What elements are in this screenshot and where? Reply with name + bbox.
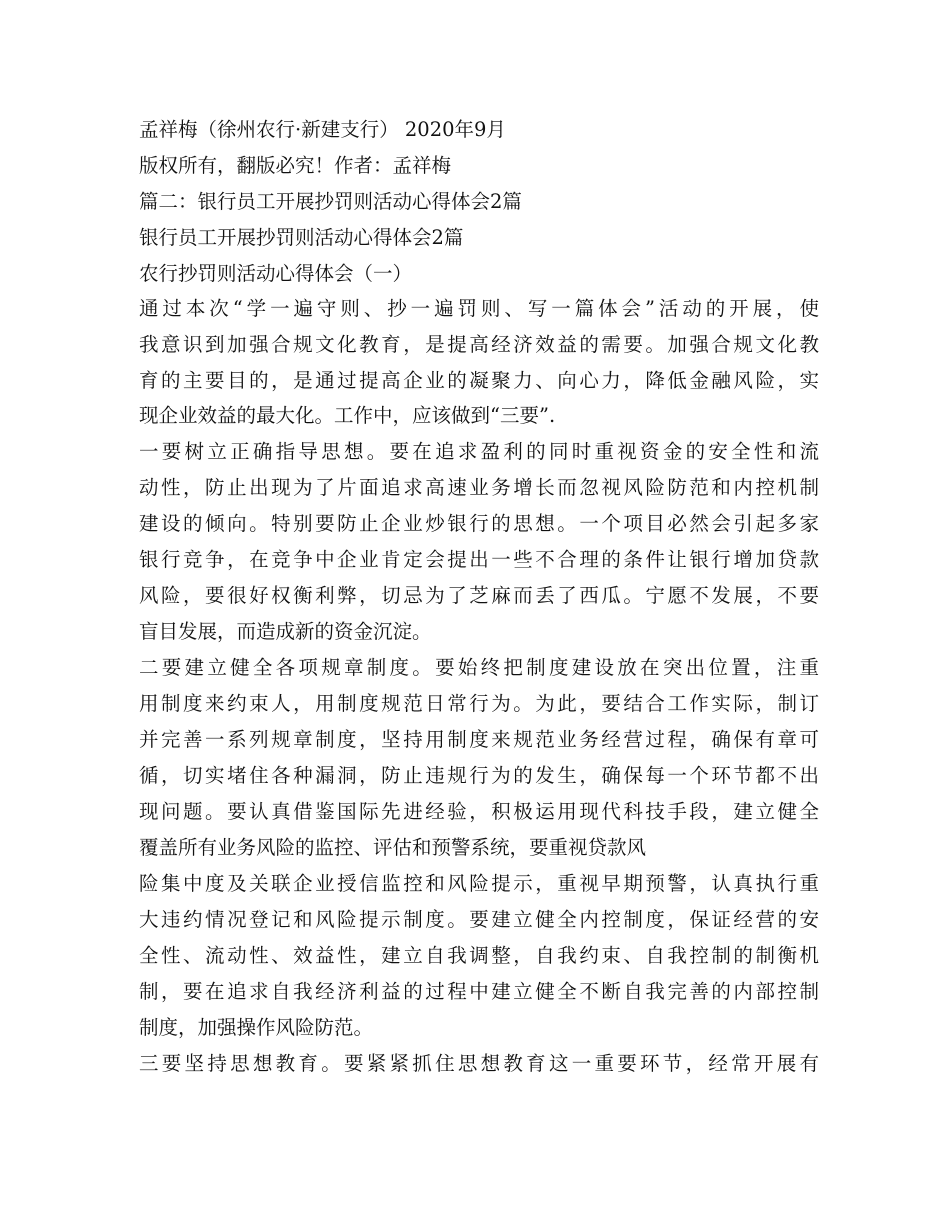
author-line: 孟祥梅（徐州农行·新建支行） 2020年9月 — [139, 118, 506, 141]
paragraph-line: 动性，防止出现为了片面追求高速业务增长而忽视风险防范和内控机制 — [139, 476, 819, 499]
paragraph-line: 险集中度及关联企业授信监控和风险提示，重视早期预警，认真执行重 — [139, 872, 819, 895]
paragraph-line: 一要树立正确指导思想。要在追求盈利的同时重视资金的安全性和流 — [139, 440, 819, 463]
paragraph-line: 通过本次“学一遍守则、抄一遍罚则、写一篇体会”活动的开展，使 — [139, 297, 819, 320]
article-subtitle: 农行抄罚则活动心得体会（一） — [139, 262, 413, 285]
article-title: 银行员工开展抄罚则活动心得体会2篇 — [139, 226, 464, 249]
paragraph-line: 三要坚持思想教育。要紧紧抓住思想教育这一重要环节，经常开展有 — [139, 1052, 819, 1075]
paragraph-line: 并完善一系列规章制度，坚持用制度来规范业务经营过程，确保有章可 — [139, 728, 819, 751]
copyright-line: 版权所有，翻版必究！作者：孟祥梅 — [139, 154, 452, 177]
paragraph-line: 制度，加强操作风险防范。 — [139, 1016, 374, 1039]
paragraph-line: 育的主要目的，是通过提高企业的凝聚力、向心力，降低金融风险，实 — [139, 369, 819, 392]
paragraph-line: 全性、流动性、效益性，建立自我调整，自我约束、自我控制的制衡机 — [139, 944, 819, 967]
paragraph-line: 现企业效益的最大化。工作中，应该做到“三要”. — [139, 404, 556, 427]
paragraph-line: 制，要在追求自我经济利益的过程中建立健全不断自我完善的内部控制 — [139, 980, 819, 1003]
paragraph-line: 银行竞争，在竞争中企业肯定会提出一些不合理的条件让银行增加贷款 — [139, 548, 819, 571]
paragraph-line: 二要建立健全各项规章制度。要始终把制度建设放在突出位置，注重 — [139, 656, 819, 679]
paragraph-line: 我意识到加强合规文化教育，是提高经济效益的需要。加强合规文化教 — [139, 333, 819, 356]
paragraph-line: 大违约情况登记和风险提示制度。要建立健全内控制度，保证经营的安 — [139, 908, 819, 931]
paragraph-line: 用制度来约束人，用制度规范日常行为。为此，要结合工作实际，制订 — [139, 692, 819, 715]
paragraph-line: 风险，要很好权衡利弊，切忌为了芝麻而丢了西瓜。宁愿不发展，不要 — [139, 584, 819, 607]
paragraph-line: 覆盖所有业务风险的监控、评估和预警系统，要重视贷款风 — [139, 836, 647, 859]
paragraph-line: 盲目发展，而造成新的资金沉淀。 — [139, 620, 432, 643]
section-heading: 篇二：银行员工开展抄罚则活动心得体会2篇 — [139, 190, 522, 213]
paragraph-line: 现问题。要认真借鉴国际先进经验，积极运用现代科技手段，建立健全 — [139, 800, 819, 823]
paragraph-line: 建设的倾向。特别要防止企业炒银行的思想。一个项目必然会引起多家 — [139, 512, 819, 535]
paragraph-line: 循，切实堵住各种漏洞，防止违规行为的发生，确保每一个环节都不出 — [139, 764, 819, 787]
